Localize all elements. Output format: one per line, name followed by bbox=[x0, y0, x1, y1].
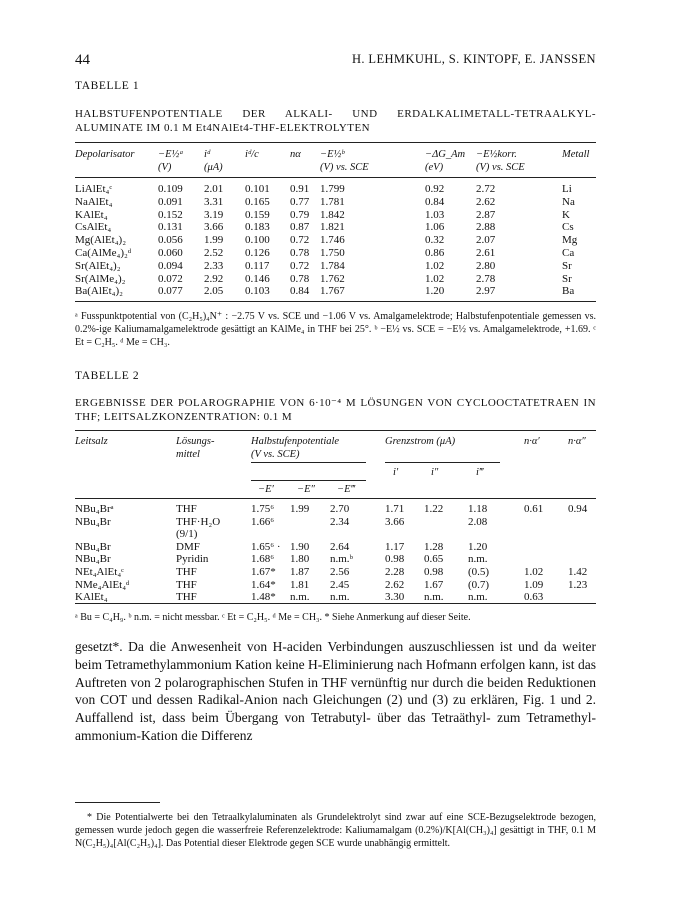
table2-cell: THF bbox=[176, 591, 197, 604]
table1-cell: 0.84 bbox=[290, 285, 310, 298]
table1-cell: 2.61 bbox=[476, 247, 496, 259]
table1-cell: 2.87 bbox=[476, 208, 496, 221]
table2-cell: 1.20 bbox=[468, 540, 488, 553]
table2-cell: NEt₄AlEt₄ᶜ bbox=[75, 566, 124, 578]
table1-cell: 0.103 bbox=[245, 285, 270, 298]
table1-colhead-1: −E½ᵃ bbox=[158, 149, 184, 160]
table2-cell: 1.23 bbox=[568, 578, 588, 591]
table2-cell: 1.18 bbox=[468, 503, 488, 515]
table2-col-halbstufen-1: Halbstufenpotentiale bbox=[251, 436, 340, 447]
table2-cell: 1.81 bbox=[290, 578, 310, 591]
table1-cell: Sr(AlEt₄)₂ bbox=[75, 259, 121, 272]
table1-cell: 1.02 bbox=[425, 259, 445, 272]
table1-cell: K bbox=[562, 208, 570, 221]
table1-cell: 0.072 bbox=[158, 272, 183, 285]
table2-sub-e2: −E″ bbox=[297, 484, 315, 495]
table1-cell: 1.99 bbox=[204, 234, 224, 247]
table1-cell: 1.746 bbox=[320, 234, 345, 247]
table1-cell: 0.146 bbox=[245, 272, 270, 285]
table1-cell: Ca(AlMe₄)₂ᵈ bbox=[75, 247, 132, 259]
table2-cell: 0.65 bbox=[424, 553, 444, 566]
table1-cell: 0.32 bbox=[425, 234, 445, 247]
table2-cell: 1.02 bbox=[524, 566, 544, 578]
running-header-authors: H. LEHMKUHL, S. KINTOPF, E. JANSSEN bbox=[351, 52, 596, 66]
table1-bottom-rule bbox=[75, 301, 596, 302]
table1-cell: 1.06 bbox=[425, 221, 445, 234]
table2-cell: 2.45 bbox=[330, 578, 350, 591]
table2-cell: 2.64 bbox=[330, 540, 350, 553]
table1-cell: Cs bbox=[562, 221, 574, 234]
table2-cell: 0.61 bbox=[524, 503, 544, 515]
table1-cell: 0.094 bbox=[158, 259, 183, 272]
table2-cell: 3.30 bbox=[385, 591, 405, 604]
table1-cell: 0.159 bbox=[245, 208, 270, 221]
table1-cell: KAlEt₄ bbox=[75, 208, 108, 221]
table2-cell: n.m. bbox=[468, 591, 488, 604]
table1-cell: 2.92 bbox=[204, 272, 224, 285]
table1-cell: 2.88 bbox=[476, 221, 496, 234]
table2-cell: 0.63 bbox=[524, 591, 544, 604]
table1-cell: 1.799 bbox=[320, 183, 345, 195]
table1-cell: Na bbox=[562, 195, 575, 208]
table1-colunit-6: (eV) bbox=[425, 162, 444, 173]
body-paragraph: gesetzt*. Da die Anwesenheit von H-aciden Verbindungen auszuschliessen ist und da weiter beim Tetramethylammonium Kation keine H-Eliminierung nach Hofmann erfolgen kann, ist das Auftreten von 2 polarographischen Stufen in THF vernünftig nur durch die beiden Reduktionen von COT und dessen Radikal-Anion nach Gleichungen (2) und (3) zu erklären, Fig. 1 und 2. Auffallend ist, dass beim Übergang von Tetrabutyl- über das Tetraäthyl- zum Tetramethyl-ammonium-Kation die Differenz bbox=[75, 639, 596, 743]
table1-cell: 0.091 bbox=[158, 195, 183, 208]
table1-colunit-2: (μA) bbox=[204, 162, 223, 173]
table2-col-leitsalz: Leitsalz bbox=[75, 436, 108, 447]
table1-label: TABELLE 1 bbox=[75, 80, 140, 92]
table2-col-halbstufen-2: (V vs. SCE) bbox=[251, 449, 300, 460]
table2-cell: DMF bbox=[176, 540, 200, 553]
table1-cell: Ca bbox=[562, 247, 575, 259]
table1-cell: 2.78 bbox=[476, 272, 496, 285]
table1-top-rule bbox=[75, 142, 596, 143]
table1-colhead-8: Metall bbox=[562, 149, 590, 160]
table2-label: TABELLE 2 bbox=[75, 370, 140, 382]
table2-col-na2: n·α″ bbox=[568, 436, 586, 447]
table1-cell: Ba bbox=[562, 285, 575, 298]
table1-cell: 0.109 bbox=[158, 183, 183, 195]
table1-cell: 0.077 bbox=[158, 285, 183, 298]
table1-cell: 0.79 bbox=[290, 208, 310, 221]
table2-cell: n.m. bbox=[290, 591, 310, 604]
table2-cell: 1.65⁶ · bbox=[251, 540, 281, 553]
table1-cell: 0.100 bbox=[245, 234, 270, 247]
table2-cell: 1.17 bbox=[385, 540, 405, 553]
table2-top-rule bbox=[75, 430, 596, 431]
table1-cell: 0.101 bbox=[245, 183, 270, 195]
table1-cell: 0.78 bbox=[290, 272, 310, 285]
table1-cell: 1.03 bbox=[425, 208, 445, 221]
table2-cell: NBu₄Br bbox=[75, 540, 111, 553]
table1-cell: 0.86 bbox=[425, 247, 445, 259]
table2-cell: 1.42 bbox=[568, 566, 588, 578]
table2-cell: THF·H₂O bbox=[176, 515, 221, 528]
table2-cell: NBu₄Br bbox=[75, 515, 111, 528]
table1-footnote: ᵃ Fusspunktpotential von (C₂H₅)₄N⁺ : −2.75 V vs. SCE und −1.06 V vs. Amalgamelektrode; Halbstufenpotentiale gemessen vs. 0.2%-ige Kaliumamalgamelektrode gesättigt an KAlMe₄ in THF bei 25°. ᵇ −E½ vs. SCE = −E½ vs. Amalgamelektrode, +1.69. ᶜ Et = C₂H₅. ᵈ Me = CH₃. bbox=[75, 311, 596, 348]
table1-cell: 0.117 bbox=[245, 259, 270, 272]
table2-cell: 1.66⁶ bbox=[251, 515, 275, 528]
table2-sub-i3: i‴ bbox=[476, 467, 484, 478]
table2-caption: ERGEBNISSE DER POLAROGRAPHIE VON 6·10⁻⁴ M LÖSUNGEN VON CYCLOOCTATETRAEN IN THF; LEITSALZKONZENTRATION: 0.1 M bbox=[75, 397, 596, 423]
table2-sub-e1: −E′ bbox=[258, 484, 274, 495]
table1-cell: 1.842 bbox=[320, 208, 345, 221]
table2-cell: 1.75⁶ bbox=[251, 503, 275, 515]
table1-colunit-7: (V) vs. SCE bbox=[476, 162, 525, 173]
table2-cell: (0.5) bbox=[468, 566, 490, 578]
table2-cell: 2.56 bbox=[330, 566, 350, 578]
table1-cell: LiAlEt₄ᶜ bbox=[75, 183, 113, 195]
table2-header-rule bbox=[75, 498, 596, 499]
table2-cell: n.m. bbox=[468, 553, 488, 566]
table1-cell: Sr bbox=[562, 259, 572, 272]
table1-cell: 2.97 bbox=[476, 285, 496, 298]
footnote-separator bbox=[75, 802, 160, 803]
table2-cell: NMe₄AlEt₄ᵈ bbox=[75, 578, 130, 591]
table2-cell: 1.68⁶ bbox=[251, 553, 275, 566]
table2-cell: Pyridin bbox=[176, 553, 209, 566]
table1-cell: Li bbox=[562, 183, 572, 195]
table2-halbstufen-subrule-2 bbox=[251, 480, 366, 481]
table2-cell: 3.66 bbox=[385, 515, 405, 528]
table1-colhead-6: −ΔG_Am bbox=[425, 149, 466, 160]
table2-cell: 2.62 bbox=[385, 578, 405, 591]
table2-cell: 1.28 bbox=[424, 540, 444, 553]
table1-cell: CsAlEt₄ bbox=[75, 221, 112, 234]
table2-cell: (0.7) bbox=[468, 578, 490, 591]
table1-cell: 0.165 bbox=[245, 195, 270, 208]
table1-cell: 0.87 bbox=[290, 221, 310, 234]
table1-cell: 0.131 bbox=[158, 221, 183, 234]
table1-cell: 1.784 bbox=[320, 259, 345, 272]
table1-cell: 2.72 bbox=[476, 183, 496, 195]
table1-cell: 0.78 bbox=[290, 247, 310, 259]
table2-cell: 1.67* bbox=[251, 566, 276, 578]
table1-cell: 0.92 bbox=[425, 183, 445, 195]
table2-cell: 1.09 bbox=[524, 578, 544, 591]
table2-grenzstrom-subrule bbox=[385, 462, 500, 463]
table1-cell: 0.84 bbox=[425, 195, 445, 208]
table2-sub-e3: −E‴ bbox=[337, 484, 355, 495]
table1-cell: Ba(AlEt₄)₂ bbox=[75, 285, 123, 298]
table1-cell: 1.20 bbox=[425, 285, 445, 298]
table1-cell: 0.056 bbox=[158, 234, 183, 247]
table1-cell: Mg(AlEt₄)₂ bbox=[75, 234, 127, 247]
table2-cell: NBu₄Brᵃ bbox=[75, 503, 114, 515]
table2-cell: (9/1) bbox=[176, 528, 198, 541]
table2-col-grenzstrom: Grenzstrom (μA) bbox=[385, 436, 456, 447]
table1-cell: Sr bbox=[562, 272, 572, 285]
table2-cell: 1.99 bbox=[290, 503, 310, 515]
table2-cell: NBu₄Br bbox=[75, 553, 111, 566]
table1-cell: Mg bbox=[562, 234, 578, 247]
table2-cell: 1.67 bbox=[424, 578, 444, 591]
table1-cell: 2.07 bbox=[476, 234, 496, 247]
table1-colunit-5: (V) vs. SCE bbox=[320, 162, 369, 173]
table1-colunit-1: (V) bbox=[158, 162, 172, 173]
table2-cell: KAlEt₄ bbox=[75, 591, 108, 604]
table2-sub-i1: i′ bbox=[393, 467, 399, 478]
table1-cell: 3.19 bbox=[204, 208, 224, 221]
table1-cell: 2.05 bbox=[204, 285, 224, 298]
table1-cell: 3.66 bbox=[204, 221, 224, 234]
table1-cell: 1.781 bbox=[320, 195, 345, 208]
table1-cell: Sr(AlMe₄)₂ bbox=[75, 272, 126, 285]
table1-caption: HALBSTUFENPOTENTIALE DER ALKALI- UND ERDALKALIMETALL-TETRAALKYL-ALUMINATE IM 0.1 M Et4NAlEt4-THF-ELEKTROLYTEN bbox=[75, 108, 596, 134]
table1-colhead-5: −E½ᵇ bbox=[320, 149, 345, 160]
table1-cell: 2.33 bbox=[204, 259, 224, 272]
table1-cell: 0.152 bbox=[158, 208, 183, 221]
table1-colhead-0: Depolarisator bbox=[75, 149, 135, 160]
table2-cell: 2.70 bbox=[330, 503, 350, 515]
table2-cell: n.m. bbox=[424, 591, 444, 604]
table1-cell: 0.72 bbox=[290, 259, 310, 272]
table2-bottom-rule bbox=[75, 603, 596, 604]
table2-col-loesungsmittel-1: Lösungs- bbox=[176, 436, 215, 447]
table2-cell: THF bbox=[176, 578, 197, 591]
table1-colhead-4: nα bbox=[290, 149, 301, 160]
table1-cell: 2.62 bbox=[476, 195, 496, 208]
table2-cell: 1.71 bbox=[385, 503, 405, 515]
table2-footnote: ᵃ Bu = C₄H₉. ᵇ n.m. = nicht messbar. ᶜ Et = C₂H₅. ᵈ Me = CH₃. * Siehe Anmerkung auf dieser Seite. bbox=[75, 612, 471, 623]
table2-cell: THF bbox=[176, 503, 197, 515]
table1-cell: 3.31 bbox=[204, 195, 224, 208]
table2-cell: 1.48* bbox=[251, 591, 276, 604]
table1-colhead-3: iᵈ/c bbox=[245, 149, 259, 160]
table2-halbstufen-subrule bbox=[251, 462, 366, 463]
table2-cell: 0.94 bbox=[568, 503, 588, 515]
table1-cell: 2.80 bbox=[476, 259, 496, 272]
table2-cell: THF bbox=[176, 566, 197, 578]
table2-sub-i2: i″ bbox=[431, 467, 439, 478]
table2-cell: 0.98 bbox=[424, 566, 444, 578]
table1-cell: 2.52 bbox=[204, 247, 224, 259]
table1-cell: 1.02 bbox=[425, 272, 445, 285]
table1-colhead-2: iᵈ bbox=[204, 149, 211, 160]
table2-cell: 2.08 bbox=[468, 515, 488, 528]
table1-cell: 1.767 bbox=[320, 285, 345, 298]
page-number: 44 bbox=[75, 52, 90, 68]
table1-cell: NaAlEt₄ bbox=[75, 195, 113, 208]
table2-cell: 0.98 bbox=[385, 553, 405, 566]
table2-cell: 1.90 bbox=[290, 540, 310, 553]
table2-cell: 2.28 bbox=[385, 566, 405, 578]
table2-cell: n.m. bbox=[330, 591, 350, 604]
table1-cell: 0.183 bbox=[245, 221, 270, 234]
table2-cell: 2.34 bbox=[330, 515, 350, 528]
table2-cell: 1.22 bbox=[424, 503, 444, 515]
table1-cell: 1.750 bbox=[320, 247, 345, 259]
table1-colhead-7: −E½korr. bbox=[476, 149, 517, 160]
table2-cell: 1.64* bbox=[251, 578, 276, 591]
table2-col-loesungsmittel-2: mittel bbox=[176, 449, 200, 460]
table1-cell: 0.77 bbox=[290, 195, 310, 208]
table2-cell: 1.80 bbox=[290, 553, 310, 566]
table2-col-na1: n·α′ bbox=[524, 436, 540, 447]
table1-cell: 0.060 bbox=[158, 247, 183, 259]
table1-cell: 1.762 bbox=[320, 272, 345, 285]
table1-cell: 0.91 bbox=[290, 183, 310, 195]
table1-cell: 0.72 bbox=[290, 234, 310, 247]
table1-cell: 0.126 bbox=[245, 247, 270, 259]
table2-cell: n.m.ᵇ bbox=[330, 553, 353, 566]
page-footnote: * Die Potentialwerte bei den Tetraalkylaluminaten als Grundelektrolyt sind zwar auf eine SCE-Bezugselektrode bezogen, gemessen wurde jedoch gegen die wasserfreie Referenzelektrode: Kaliumamalgam (0.2%)/K[Al(CH₃)₄] gesättigt in THF, 0.1 M N(C₂H₅)₄[Al(C₂H₅)₄]. Das Potential dieser Elektrode gegen SCE wurde unabhängig ermittelt. bbox=[75, 812, 596, 849]
table1-header-rule bbox=[75, 177, 596, 178]
table1-cell: 2.01 bbox=[204, 183, 224, 195]
table2-cell: 1.87 bbox=[290, 566, 310, 578]
table1-cell: 1.821 bbox=[320, 221, 345, 234]
